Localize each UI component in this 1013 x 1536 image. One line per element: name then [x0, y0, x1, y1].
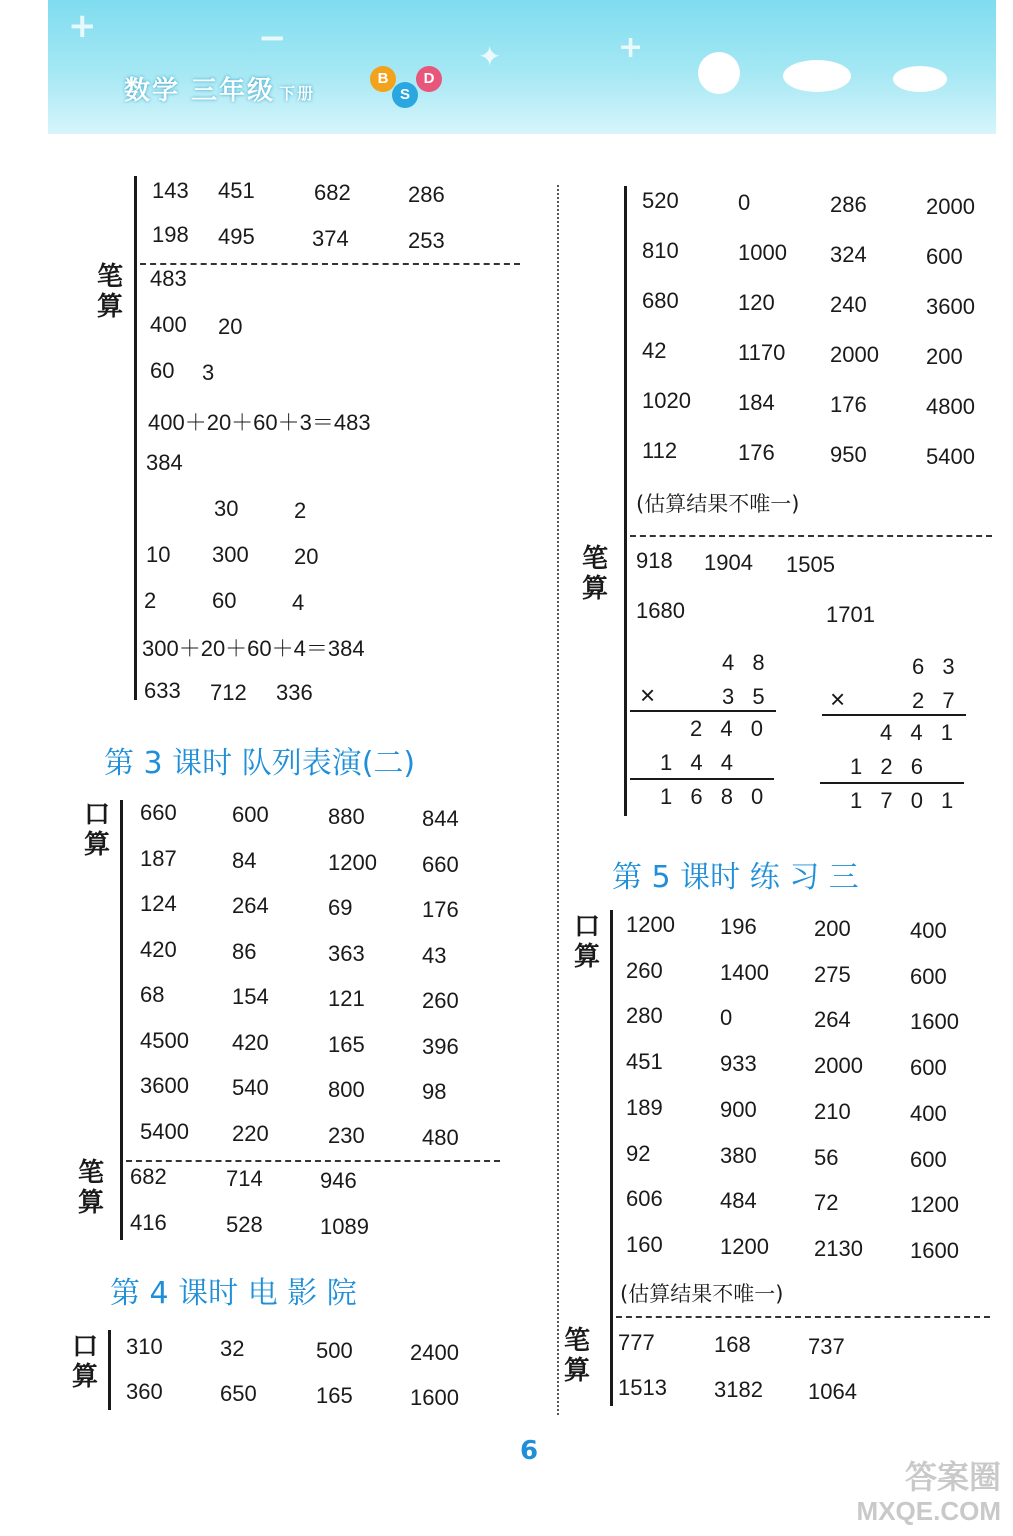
grid1-c: 60 — [150, 358, 175, 383]
l3-brows-cell-r0-c0: 682 — [130, 1164, 167, 1189]
dashed-divider — [126, 1160, 500, 1162]
l5-brows-cell-r0-c2: 737 — [808, 1334, 845, 1359]
l3-rows-cell-r2-c1: 264 — [232, 893, 269, 918]
l3-rows-cell-r6-c3: 98 — [422, 1079, 447, 1104]
l4-rows-cell-r0-c2: 500 — [316, 1338, 353, 1363]
l4-rows-cell-r1-c3: 1600 — [410, 1385, 459, 1410]
l3-rows-cell-r7-c3: 480 — [422, 1124, 459, 1150]
l5-rows-cell-r4-c2: 210 — [814, 1098, 851, 1124]
r-rows-cell-r4-c2: 176 — [830, 392, 867, 417]
b1-r1-c3: 682 — [314, 180, 351, 205]
l5-brows-cell-r1-c2: 1064 — [808, 1379, 857, 1404]
lesson3-kousuan-bar — [120, 800, 123, 1240]
kousuan-label: 口 算 — [71, 1332, 98, 1392]
l4-rows-cell-r0-c0: 310 — [126, 1334, 163, 1359]
calc1-line — [630, 778, 774, 780]
l4-rows-cell-r0-c1: 32 — [220, 1336, 245, 1361]
l3-rows-cell-r5-c2: 165 — [328, 1031, 365, 1057]
rb-r1-c1: 918 — [636, 548, 673, 573]
calc2-a: 6 3 — [912, 654, 961, 679]
l5-rows-cell-r6-c2: 72 — [814, 1190, 839, 1216]
r-rows-cell-r1-c0: 810 — [642, 238, 679, 263]
bisuan-label: 笔 算 — [581, 544, 608, 604]
l3-rows-cell-r1-c0: 187 — [140, 845, 177, 871]
r-rows-cell-r0-c1: 0 — [738, 190, 751, 215]
b1-r2-c3: 374 — [312, 226, 349, 251]
r-rows-cell-r1-c2: 324 — [830, 242, 867, 267]
plus-decoration-icon: + — [618, 30, 644, 65]
grid2-r1b: 300 — [212, 542, 249, 567]
l3-rows-cell-r4-c1: 154 — [232, 984, 269, 1009]
lesson5-kousuan-bar — [610, 910, 613, 1406]
sun-icon — [698, 52, 740, 94]
l3-rows-cell-r2-c0: 124 — [140, 891, 177, 916]
l5-rows-cell-r1-c0: 260 — [626, 957, 663, 983]
l5-rows-cell-r0-c1: 196 — [720, 914, 757, 939]
l5-brows-cell-r1-c0: 1513 — [618, 1375, 667, 1400]
l5-rows-cell-r7-c1: 1200 — [720, 1233, 769, 1259]
r-rows-cell-r0-c2: 286 — [830, 192, 867, 217]
r-rows-cell-r3-c1: 1170 — [738, 340, 786, 365]
l3-brows-cell-r0-c2: 946 — [320, 1168, 357, 1193]
l3-rows-cell-r4-c0: 68 — [140, 982, 165, 1007]
lesson4-heading: 第 4 课时 电 影 院 — [110, 1276, 357, 1311]
page-number: 6 — [520, 1436, 539, 1466]
r-rows-cell-r4-c0: 1020 — [642, 388, 691, 413]
r-rows-cell-r5-c2: 950 — [830, 442, 867, 467]
estimate-note: (估算结果不唯一) — [620, 1282, 784, 1306]
rb-r1-c3: 1505 — [786, 552, 835, 577]
l3-rows-cell-r4-c3: 260 — [422, 988, 459, 1013]
l3-rows-cell-r2-c2: 69 — [328, 895, 353, 920]
grid2-total: 384 — [146, 450, 183, 475]
grid1-total: 483 — [150, 266, 187, 291]
l5-rows-cell-r7-c3: 1600 — [910, 1237, 959, 1263]
b1-last-c1: 633 — [144, 678, 181, 703]
grid2-r1a: 10 — [146, 542, 171, 567]
estimate-note: (估算结果不唯一) — [636, 492, 800, 516]
l5-rows-cell-r0-c0: 1200 — [626, 912, 675, 937]
left-bisuan-bar — [134, 176, 137, 700]
rb-r2-c1: 1680 — [636, 598, 685, 623]
watermark: 答案圈 MXQE.COM — [856, 1459, 1001, 1526]
calc1-line — [630, 710, 776, 712]
l4-rows-cell-r1-c2: 165 — [316, 1383, 353, 1408]
r-rows-cell-r2-c0: 680 — [642, 288, 679, 313]
lesson5-heading: 第 5 课时 练 习 三 — [612, 860, 859, 895]
l3-rows-cell-r5-c3: 396 — [422, 1033, 459, 1059]
l3-brows-cell-r0-c1: 714 — [226, 1166, 263, 1191]
b1-last-c3: 336 — [276, 680, 313, 705]
grid2-r2a: 2 — [144, 588, 157, 613]
minus-decoration-icon: − — [258, 18, 287, 58]
r-rows-cell-r2-c2: 240 — [830, 292, 867, 317]
l5-rows-cell-r3-c1: 933 — [720, 1051, 757, 1077]
grid2-equation: 300＋20＋60＋4＝384 — [142, 636, 365, 661]
l5-rows-cell-r5-c0: 92 — [626, 1140, 651, 1166]
lesson3-heading: 第 3 课时 队列表演(二) — [104, 746, 416, 781]
calc1-times: × — [640, 680, 656, 710]
l5-rows-cell-r7-c0: 160 — [626, 1231, 663, 1257]
b1-r2-c2: 495 — [218, 224, 255, 249]
r-rows-cell-r4-c3: 4800 — [926, 394, 975, 419]
l5-rows-cell-r0-c3: 400 — [910, 918, 947, 943]
l3-rows-cell-r6-c1: 540 — [232, 1075, 269, 1100]
l3-rows-cell-r3-c0: 420 — [140, 936, 177, 962]
l3-rows-cell-r1-c3: 660 — [422, 851, 459, 877]
grid1-a: 400 — [150, 312, 187, 337]
calc2-line — [820, 782, 964, 784]
l5-rows-cell-r6-c1: 484 — [720, 1188, 757, 1214]
l3-rows-cell-r5-c1: 420 — [232, 1029, 269, 1055]
grid1-d: 3 — [202, 360, 215, 385]
b1-r1-c2: 451 — [218, 178, 255, 203]
r-rows-cell-r2-c1: 120 — [738, 290, 775, 315]
badge-s: S — [392, 82, 418, 108]
r-rows-cell-r5-c3: 5400 — [926, 444, 975, 469]
l4-rows-cell-r0-c3: 2400 — [410, 1340, 459, 1365]
calc2-b: 2 7 — [912, 688, 961, 713]
calc1-p1: 2 4 0 — [690, 716, 769, 741]
r-rows-cell-r3-c3: 200 — [926, 344, 963, 369]
bisuan-label: 笔 算 — [77, 1158, 104, 1218]
r-rows-cell-r3-c0: 42 — [642, 338, 667, 363]
r-rows-cell-r2-c3: 3600 — [926, 294, 975, 319]
header-banner — [48, 0, 996, 134]
l3-rows-cell-r7-c0: 5400 — [140, 1118, 189, 1144]
kousuan-label: 口 算 — [573, 912, 600, 972]
l5-rows-cell-r2-c1: 0 — [720, 1005, 733, 1031]
l5-rows-cell-r1-c3: 600 — [910, 963, 947, 989]
l5-rows-cell-r6-c3: 1200 — [910, 1192, 959, 1218]
rb-r2-c2: 1701 — [826, 602, 875, 627]
l5-rows-cell-r3-c2: 2000 — [814, 1053, 863, 1079]
b1-r2-c1: 198 — [152, 222, 189, 247]
grid1-equation: 400＋20＋60＋3＝483 — [148, 410, 371, 435]
l3-rows-cell-r0-c1: 600 — [232, 802, 269, 827]
l3-rows-cell-r7-c2: 230 — [328, 1122, 365, 1148]
l3-rows-cell-r3-c2: 363 — [328, 940, 365, 966]
l5-rows-cell-r3-c3: 600 — [910, 1055, 947, 1081]
dashed-divider — [140, 263, 520, 265]
l3-rows-cell-r0-c2: 880 — [328, 804, 365, 829]
l5-rows-cell-r4-c0: 189 — [626, 1094, 663, 1120]
b1-r1-c1: 143 — [152, 178, 189, 203]
b1-r2-c4: 253 — [408, 228, 445, 253]
l3-rows-cell-r0-c0: 660 — [140, 800, 177, 825]
grid2-h2: 2 — [294, 498, 307, 523]
l3-rows-cell-r3-c3: 43 — [422, 942, 447, 968]
l5-rows-cell-r5-c3: 600 — [910, 1146, 947, 1172]
l5-rows-cell-r5-c2: 56 — [814, 1144, 839, 1170]
kousuan-label: 口 算 — [83, 800, 110, 860]
right-top-bar — [624, 186, 627, 816]
l4-rows-cell-r1-c1: 650 — [220, 1381, 257, 1406]
l3-brows-cell-r1-c1: 528 — [226, 1212, 263, 1237]
l5-brows-cell-r1-c1: 3182 — [714, 1377, 763, 1402]
l5-brows-cell-r0-c0: 777 — [618, 1330, 655, 1355]
l5-rows-cell-r2-c0: 280 — [626, 1003, 663, 1029]
r-rows-cell-r5-c1: 176 — [738, 440, 775, 465]
grid2-r2c: 4 — [292, 590, 305, 615]
l3-rows-cell-r1-c2: 1200 — [328, 849, 377, 875]
rb-r1-c2: 1904 — [704, 550, 753, 575]
calc1-a: 4 8 — [722, 650, 771, 675]
grid1-b: 20 — [218, 314, 243, 339]
calc1-p2: 1 4 4 — [660, 750, 739, 775]
b1-r1-c4: 286 — [408, 182, 445, 207]
book-title: 数学 三年级 下册 — [124, 76, 316, 106]
l3-rows-cell-r3-c1: 86 — [232, 938, 257, 964]
l5-rows-cell-r1-c1: 1400 — [720, 959, 769, 985]
l5-rows-cell-r1-c2: 275 — [814, 961, 851, 987]
plus-decoration-icon: + — [68, 6, 97, 46]
grid2-r2b: 60 — [212, 588, 237, 613]
bisuan-label: 笔 算 — [563, 1326, 590, 1386]
lesson4-kousuan-bar — [108, 1330, 111, 1410]
calc2-line — [822, 714, 966, 716]
dashed-divider — [630, 535, 992, 537]
l3-rows-cell-r5-c0: 4500 — [140, 1027, 189, 1053]
l5-rows-cell-r5-c1: 380 — [720, 1142, 757, 1168]
calc1-b: 3 5 — [722, 684, 771, 709]
l3-rows-cell-r4-c2: 121 — [328, 986, 365, 1011]
calc2-times: × — [830, 684, 846, 714]
l5-rows-cell-r3-c0: 451 — [626, 1049, 663, 1075]
calc1-result: 1 6 8 0 — [660, 784, 770, 809]
l5-rows-cell-r2-c3: 1600 — [910, 1009, 959, 1035]
l4-rows-cell-r1-c0: 360 — [126, 1379, 163, 1404]
cloud-icon — [893, 66, 947, 92]
column-divider — [557, 185, 559, 1415]
l3-rows-cell-r6-c0: 3600 — [140, 1073, 189, 1098]
cloud-icon — [783, 60, 851, 92]
b1-last-c2: 712 — [210, 680, 247, 705]
l5-rows-cell-r0-c2: 200 — [814, 916, 851, 941]
grid2-r1c: 20 — [294, 544, 319, 569]
l5-rows-cell-r2-c2: 264 — [814, 1007, 851, 1033]
l3-brows-cell-r1-c0: 416 — [130, 1210, 167, 1235]
l3-rows-cell-r0-c3: 844 — [422, 806, 459, 831]
l5-rows-cell-r4-c3: 400 — [910, 1100, 947, 1126]
calc2-p1: 4 4 1 — [880, 720, 959, 745]
l3-rows-cell-r2-c3: 176 — [422, 897, 459, 922]
r-rows-cell-r3-c2: 2000 — [830, 342, 879, 367]
star-decoration-icon: ✦ — [478, 40, 502, 73]
r-rows-cell-r1-c3: 600 — [926, 244, 963, 269]
badge-b: B — [370, 66, 396, 92]
l3-brows-cell-r1-c2: 1089 — [320, 1214, 369, 1239]
badge-d: D — [416, 66, 442, 92]
l3-rows-cell-r7-c1: 220 — [232, 1120, 269, 1146]
r-rows-cell-r5-c0: 112 — [642, 438, 678, 463]
l3-rows-cell-r1-c1: 84 — [232, 847, 257, 873]
l5-rows-cell-r7-c2: 2130 — [814, 1235, 863, 1261]
l5-rows-cell-r6-c0: 606 — [626, 1186, 663, 1212]
l5-brows-cell-r0-c1: 168 — [714, 1332, 751, 1357]
calc2-result: 1 7 0 1 — [850, 788, 960, 813]
l3-rows-cell-r6-c2: 800 — [328, 1077, 365, 1102]
r-rows-cell-r4-c1: 184 — [738, 390, 775, 415]
dashed-divider — [616, 1316, 990, 1318]
bisuan-label: 笔 算 — [96, 262, 123, 322]
r-rows-cell-r0-c0: 520 — [642, 188, 679, 213]
r-rows-cell-r1-c1: 1000 — [738, 240, 787, 265]
grid2-h1: 30 — [214, 496, 239, 521]
calc2-p2: 1 2 6 — [850, 754, 929, 779]
r-rows-cell-r0-c3: 2000 — [926, 194, 975, 219]
l5-rows-cell-r4-c1: 900 — [720, 1096, 757, 1122]
